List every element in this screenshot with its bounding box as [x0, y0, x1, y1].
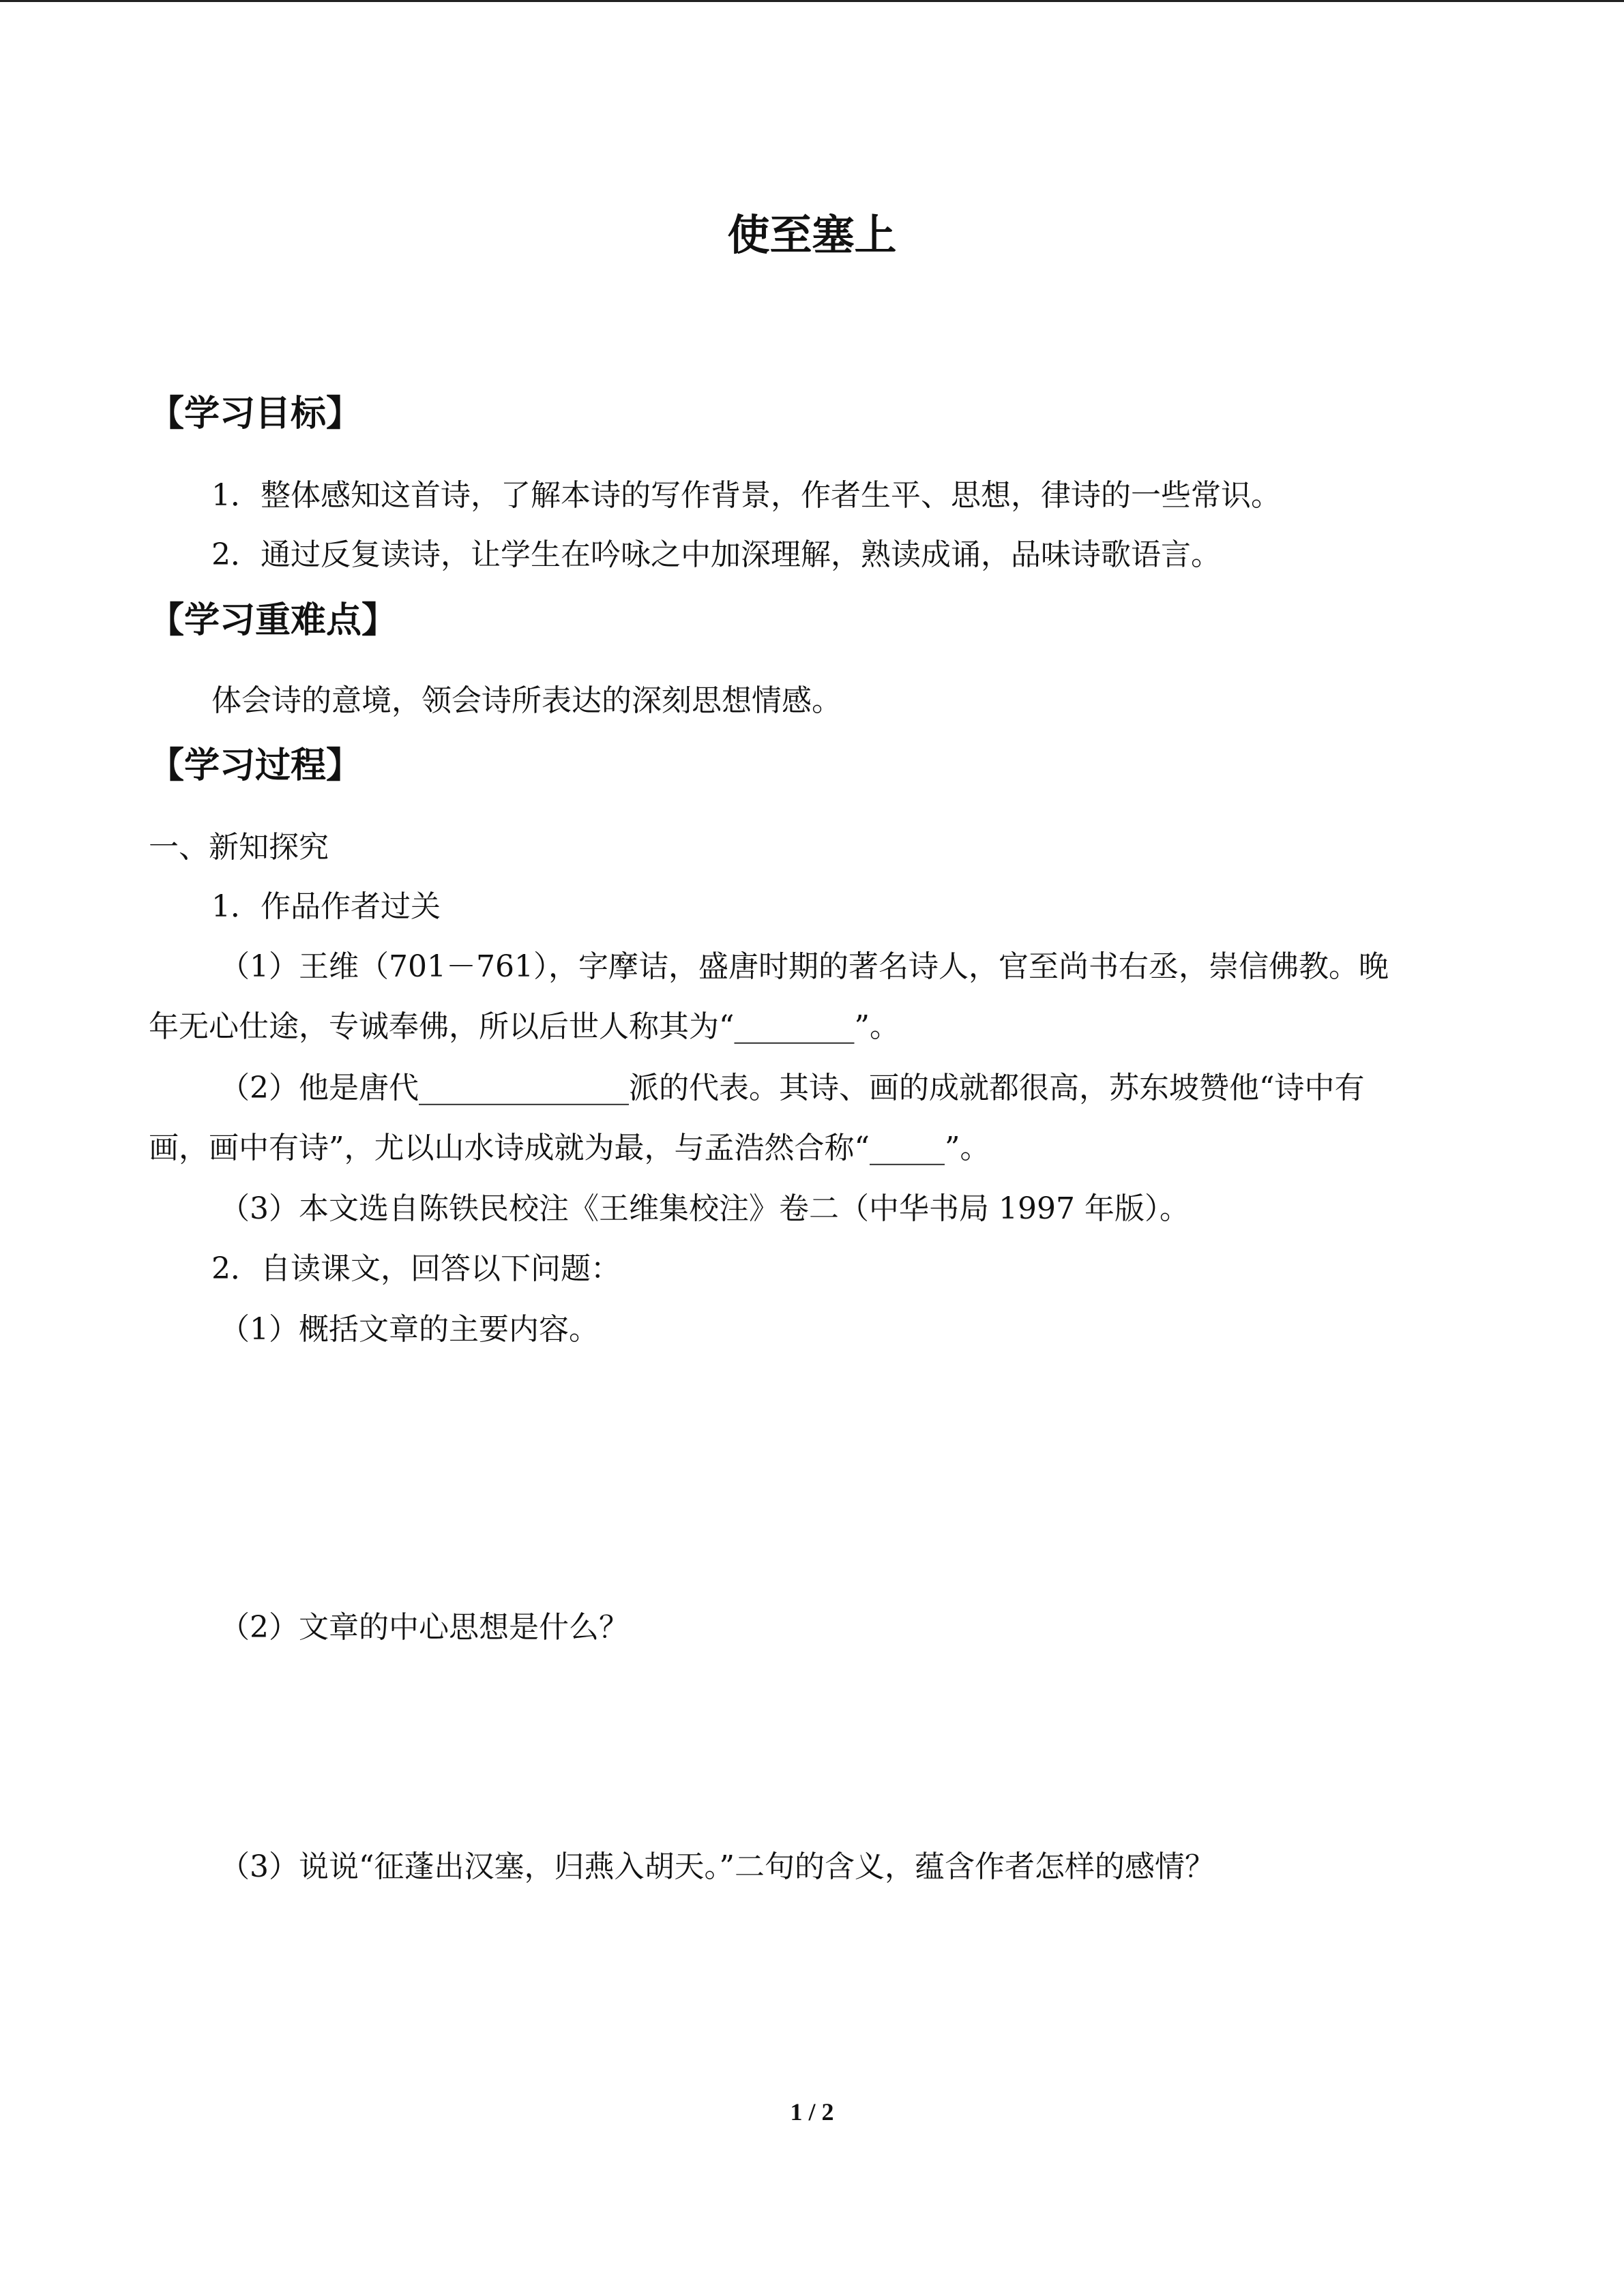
- page-title: 使至塞上: [727, 210, 897, 260]
- heading-key-points: 【学习重难点】: [149, 600, 398, 641]
- reading-question-2: （2）文章的中心思想是什么？: [220, 1610, 629, 1645]
- key-points-text: 体会诗的意境，领会诗所表达的深刻思想情感。: [211, 683, 842, 718]
- question-1-line-2: 年无心仕途，专诚奉佛，所以后世人称其为“________”。: [149, 1009, 900, 1044]
- goal-item-2: 2．通过反复读诗，让学生在吟咏之中加深理解，熟读成诵，品味诗歌语言。: [211, 537, 1221, 572]
- page-number: 1 / 2: [790, 2098, 834, 2126]
- reading-question-1: （1）概括文章的主要内容。: [220, 1312, 599, 1347]
- sub1-title: 1．作品作者过关: [211, 889, 441, 924]
- heading-process: 【学习过程】: [149, 745, 362, 786]
- question-3: （3）本文选自陈铁民校注《王维集校注》卷二（中华书局 1997 年版）。: [220, 1191, 1190, 1226]
- question-2-line-2: 画，画中有诗”，尤以山水诗成就为最，与孟浩然合称“_____”。: [149, 1131, 990, 1165]
- reading-question-3: （3）说说“征蓬出汉塞，归燕入胡天。”二句的含义，蕴含作者怎样的感情？: [220, 1849, 1215, 1884]
- part1-title: 一、新知探究: [149, 830, 329, 865]
- question-2-line-1: （2）他是唐代______________派的代表。其诗、画的成就都很高，苏东坡赞他“诗中有: [220, 1071, 1365, 1105]
- goal-item-1: 1．整体感知这首诗，了解本诗的写作背景，作者生平、思想，律诗的一些常识。: [211, 478, 1281, 513]
- question-1-line-1: （1）王维（701－761），字摩诘，盛唐时期的著名诗人，官至尚书右丞，崇信佛教。晚: [220, 949, 1389, 984]
- top-border: [0, 0, 1624, 2]
- sub2-title: 2．自读课文，回答以下问题：: [211, 1251, 621, 1286]
- heading-goals: 【学习目标】: [149, 393, 362, 434]
